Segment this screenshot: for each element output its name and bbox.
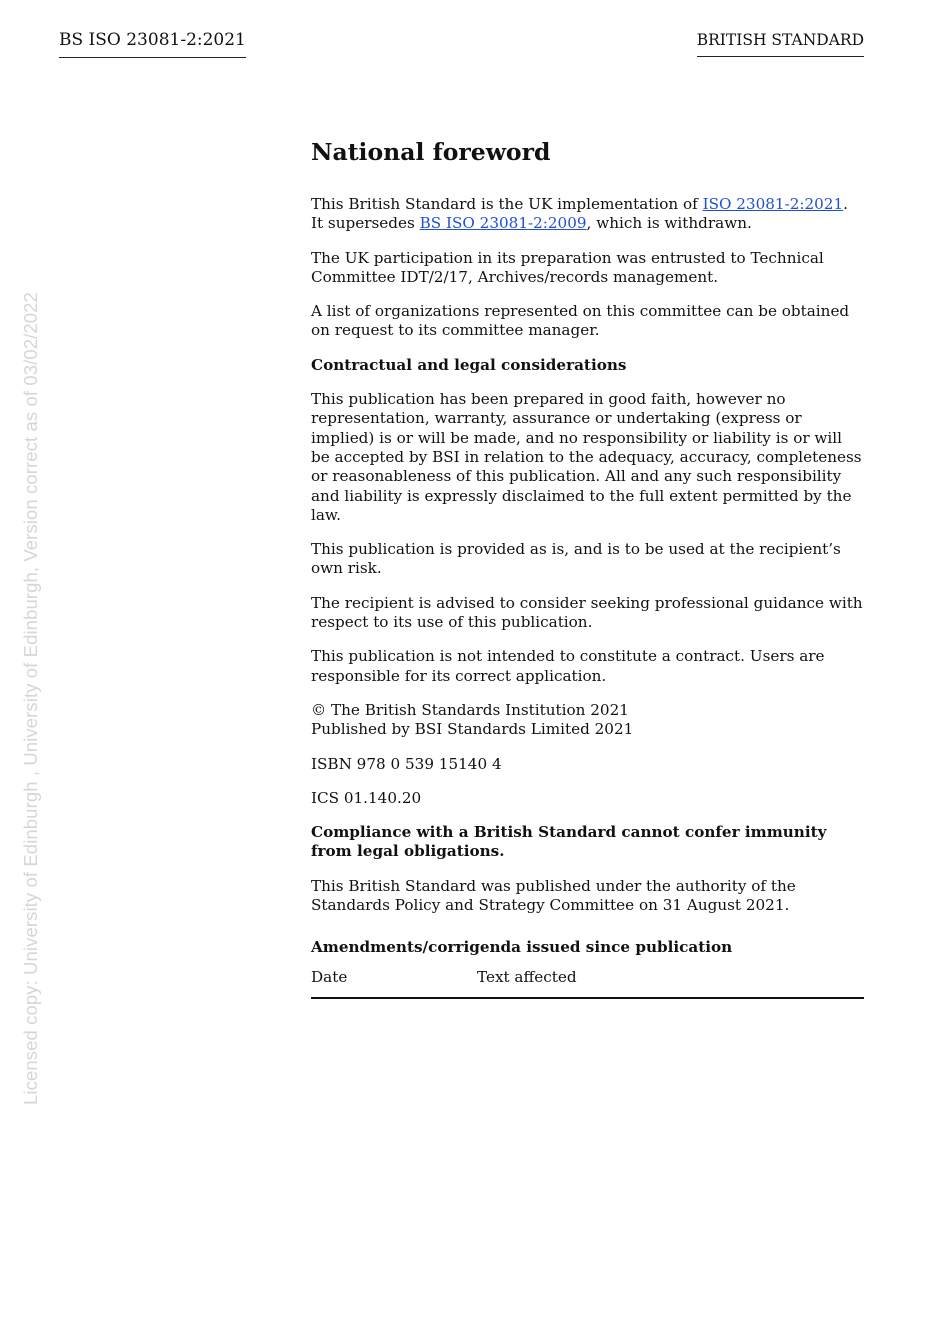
publisher-line: Published by BSI Standards Limited 2021 [311, 720, 634, 739]
implementation-paragraph [311, 195, 864, 234]
text-span: This British Standard is the UK implementation of [311, 195, 703, 213]
guidance-paragraph: The recipient is advised to consider seeking professional guidance with respect to its use of this publication. [311, 593, 863, 632]
superseded-standard-link[interactable]: BS ISO 23081-2:2009 [419, 214, 587, 233]
amendments-heading: Amendments/corrigenda issued since publication [311, 938, 733, 957]
copyright-line: © The British Standards Institution 2021 [311, 700, 629, 719]
not-contract-paragraph: This publication is not intended to constitute a contract. Users are responsible for its correct application. [311, 647, 825, 685]
contractual-heading: Contractual and legal considerations [311, 355, 627, 374]
text-span: . It supersedes [311, 195, 848, 233]
license-watermark: Licensed copy: University of Edinburgh , University of Edinburgh, Version correct as of 03/02/2022 [20, 292, 41, 1105]
authority-paragraph: This British Standard was published under the authority of the Standards Policy and Strategy Committee on 31 August 2021. [311, 876, 796, 915]
own-risk-paragraph: This publication is provided as is, and is to be used at the recipient’s own risk. [311, 540, 841, 578]
amendments-date-header: Date [311, 967, 348, 986]
text-span: , which is withdrawn. [586, 214, 752, 233]
good-faith-paragraph: This publication has been prepared in good faith, however no representation, warranty, assurance or undertaking (express or implied) is or will be made, and no responsibility or liability is or will be accepted by BSI in relation to the adequacy, accuracy, completeness or reasonableness of this publication. All and any such responsibility and liability is expressly disclaimed to the full extent permitted by the law. [311, 390, 862, 524]
ics-line: ICS 01.140.20 [311, 788, 422, 807]
foreword-body [311, 137, 864, 999]
organizations-paragraph: A list of organizations represented on this committee can be obtained on request to its committee manager. [311, 302, 850, 340]
iso-standard-link[interactable]: ISO 23081-2:2021 [702, 195, 844, 213]
compliance-statement: Compliance with a British Standard cannot confer immunity from legal obligations. [311, 823, 827, 861]
isbn-line: ISBN 978 0 539 15140 4 [311, 754, 502, 773]
document-category: BRITISH STANDARD [697, 31, 864, 57]
amendments-text-header: Text affected [477, 967, 577, 986]
amendments-table [311, 968, 864, 999]
copyright-block [311, 701, 864, 740]
document-id: BS ISO 23081-2:2021 [59, 30, 246, 58]
page-title: National foreword [311, 138, 551, 166]
committee-paragraph: The UK participation in its preparation was entrusted to Technical Committee IDT/2/17, Archives/records management. [311, 248, 824, 286]
